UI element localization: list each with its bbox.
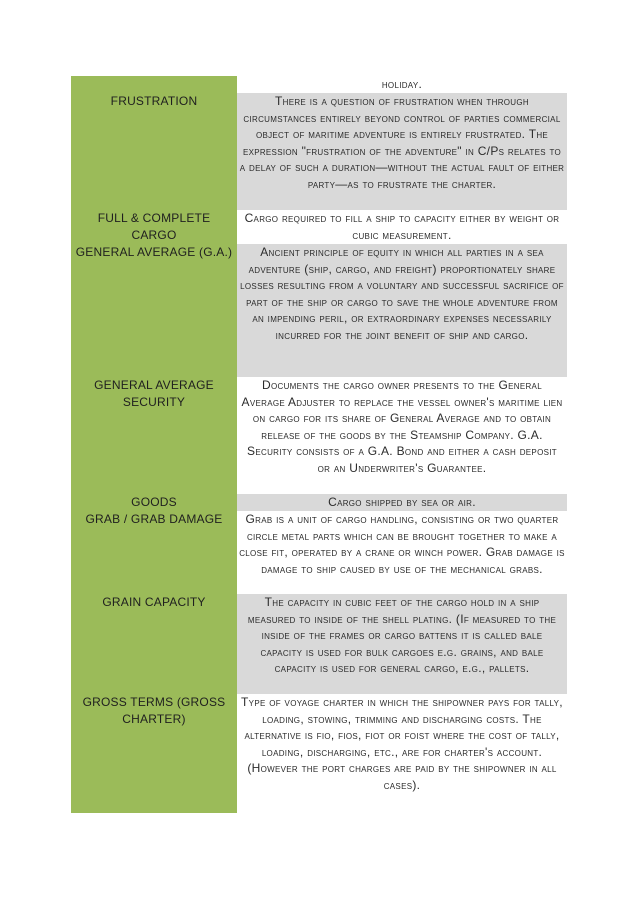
glossary-term: FULL & COMPLETE CARGO xyxy=(71,210,237,244)
glossary-definition: Documents the cargo owner presents to the General Average Adjuster to replace the vessel owner's maritime lien on cargo for its share of General Average and to obtain release of the goods by the Steamship Company. G.A. Security consists of a G.A. Bond and either a cash deposit or an Underwriter's Guarantee. xyxy=(237,377,567,494)
glossary-definition: The capacity in cubic feet of the cargo hold in a ship measured to inside of the shell plating. (If measured to the inside of the frames or cargo battens it is called bale capacity is used for bulk cargoes e.g. grains, and bale capacity is used for general cargo, e.g., pallets. xyxy=(237,594,567,694)
glossary-row xyxy=(71,494,567,511)
glossary-definition: Grab is a unit of cargo handling, consisting or two quarter circle metal parts which can be brought together to make a close fit, operated by a crane or winch power. Grab damage is damage to ship caused by use of the mechanical grabs. xyxy=(237,511,567,594)
glossary-definition: Type of voyage charter in which the shipowner pays for tally, loading, stowing, trimming and discharging costs. The alternative is fio, fios, fiot or foist where the cost of tally, loading, discharging, etc., are for charter's account. (However the port charges are paid by the shipowner in all cases). xyxy=(237,694,567,813)
glossary-definition: Cargo required to fill a ship to capacity either by weight or cubic measurement. xyxy=(237,210,567,244)
glossary-term: GENERAL AVERAGE (G.A.) xyxy=(71,244,237,377)
glossary-row xyxy=(71,210,567,244)
glossary-term xyxy=(71,76,237,93)
glossary-row xyxy=(71,594,567,694)
glossary-row xyxy=(71,377,567,494)
glossary-row xyxy=(71,76,567,93)
glossary-term: GRAIN CAPACITY xyxy=(71,594,237,694)
glossary-row xyxy=(71,244,567,377)
glossary-definition: holiday. xyxy=(237,76,567,93)
glossary-definition: Ancient principle of equity in which all parties in a sea adventure (ship, cargo, and freight) proportionately share losses resulting from a voluntary and successful sacrifice of part of the ship or cargo to save the whole adventure from an impending peril, or extraordinary expenses necessarily incurred for the joint benefit of ship and cargo. xyxy=(237,244,567,377)
glossary-row xyxy=(71,694,567,813)
glossary-row xyxy=(71,511,567,594)
glossary-term: GENERAL AVERAGE SECURITY xyxy=(71,377,237,494)
glossary-row xyxy=(71,93,567,210)
glossary-definition: Cargo shipped by sea or air. xyxy=(237,494,567,511)
glossary-definition: There is a question of frustration when through circumstances entirely beyond control of parties commercial object of maritime adventure is entirely frustrated. The expression "frustration of the adventure" in C/Ps relates to a delay of such a duration—without the actual fault of either party—as to frustrate the charter. xyxy=(237,93,567,210)
glossary-term: FRUSTRATION xyxy=(71,93,237,210)
glossary-term: GROSS TERMS (GROSS CHARTER) xyxy=(71,694,237,813)
glossary-table xyxy=(71,76,567,813)
glossary-term: GRAB / GRAB DAMAGE xyxy=(71,511,237,594)
glossary-term: GOODS xyxy=(71,494,237,511)
